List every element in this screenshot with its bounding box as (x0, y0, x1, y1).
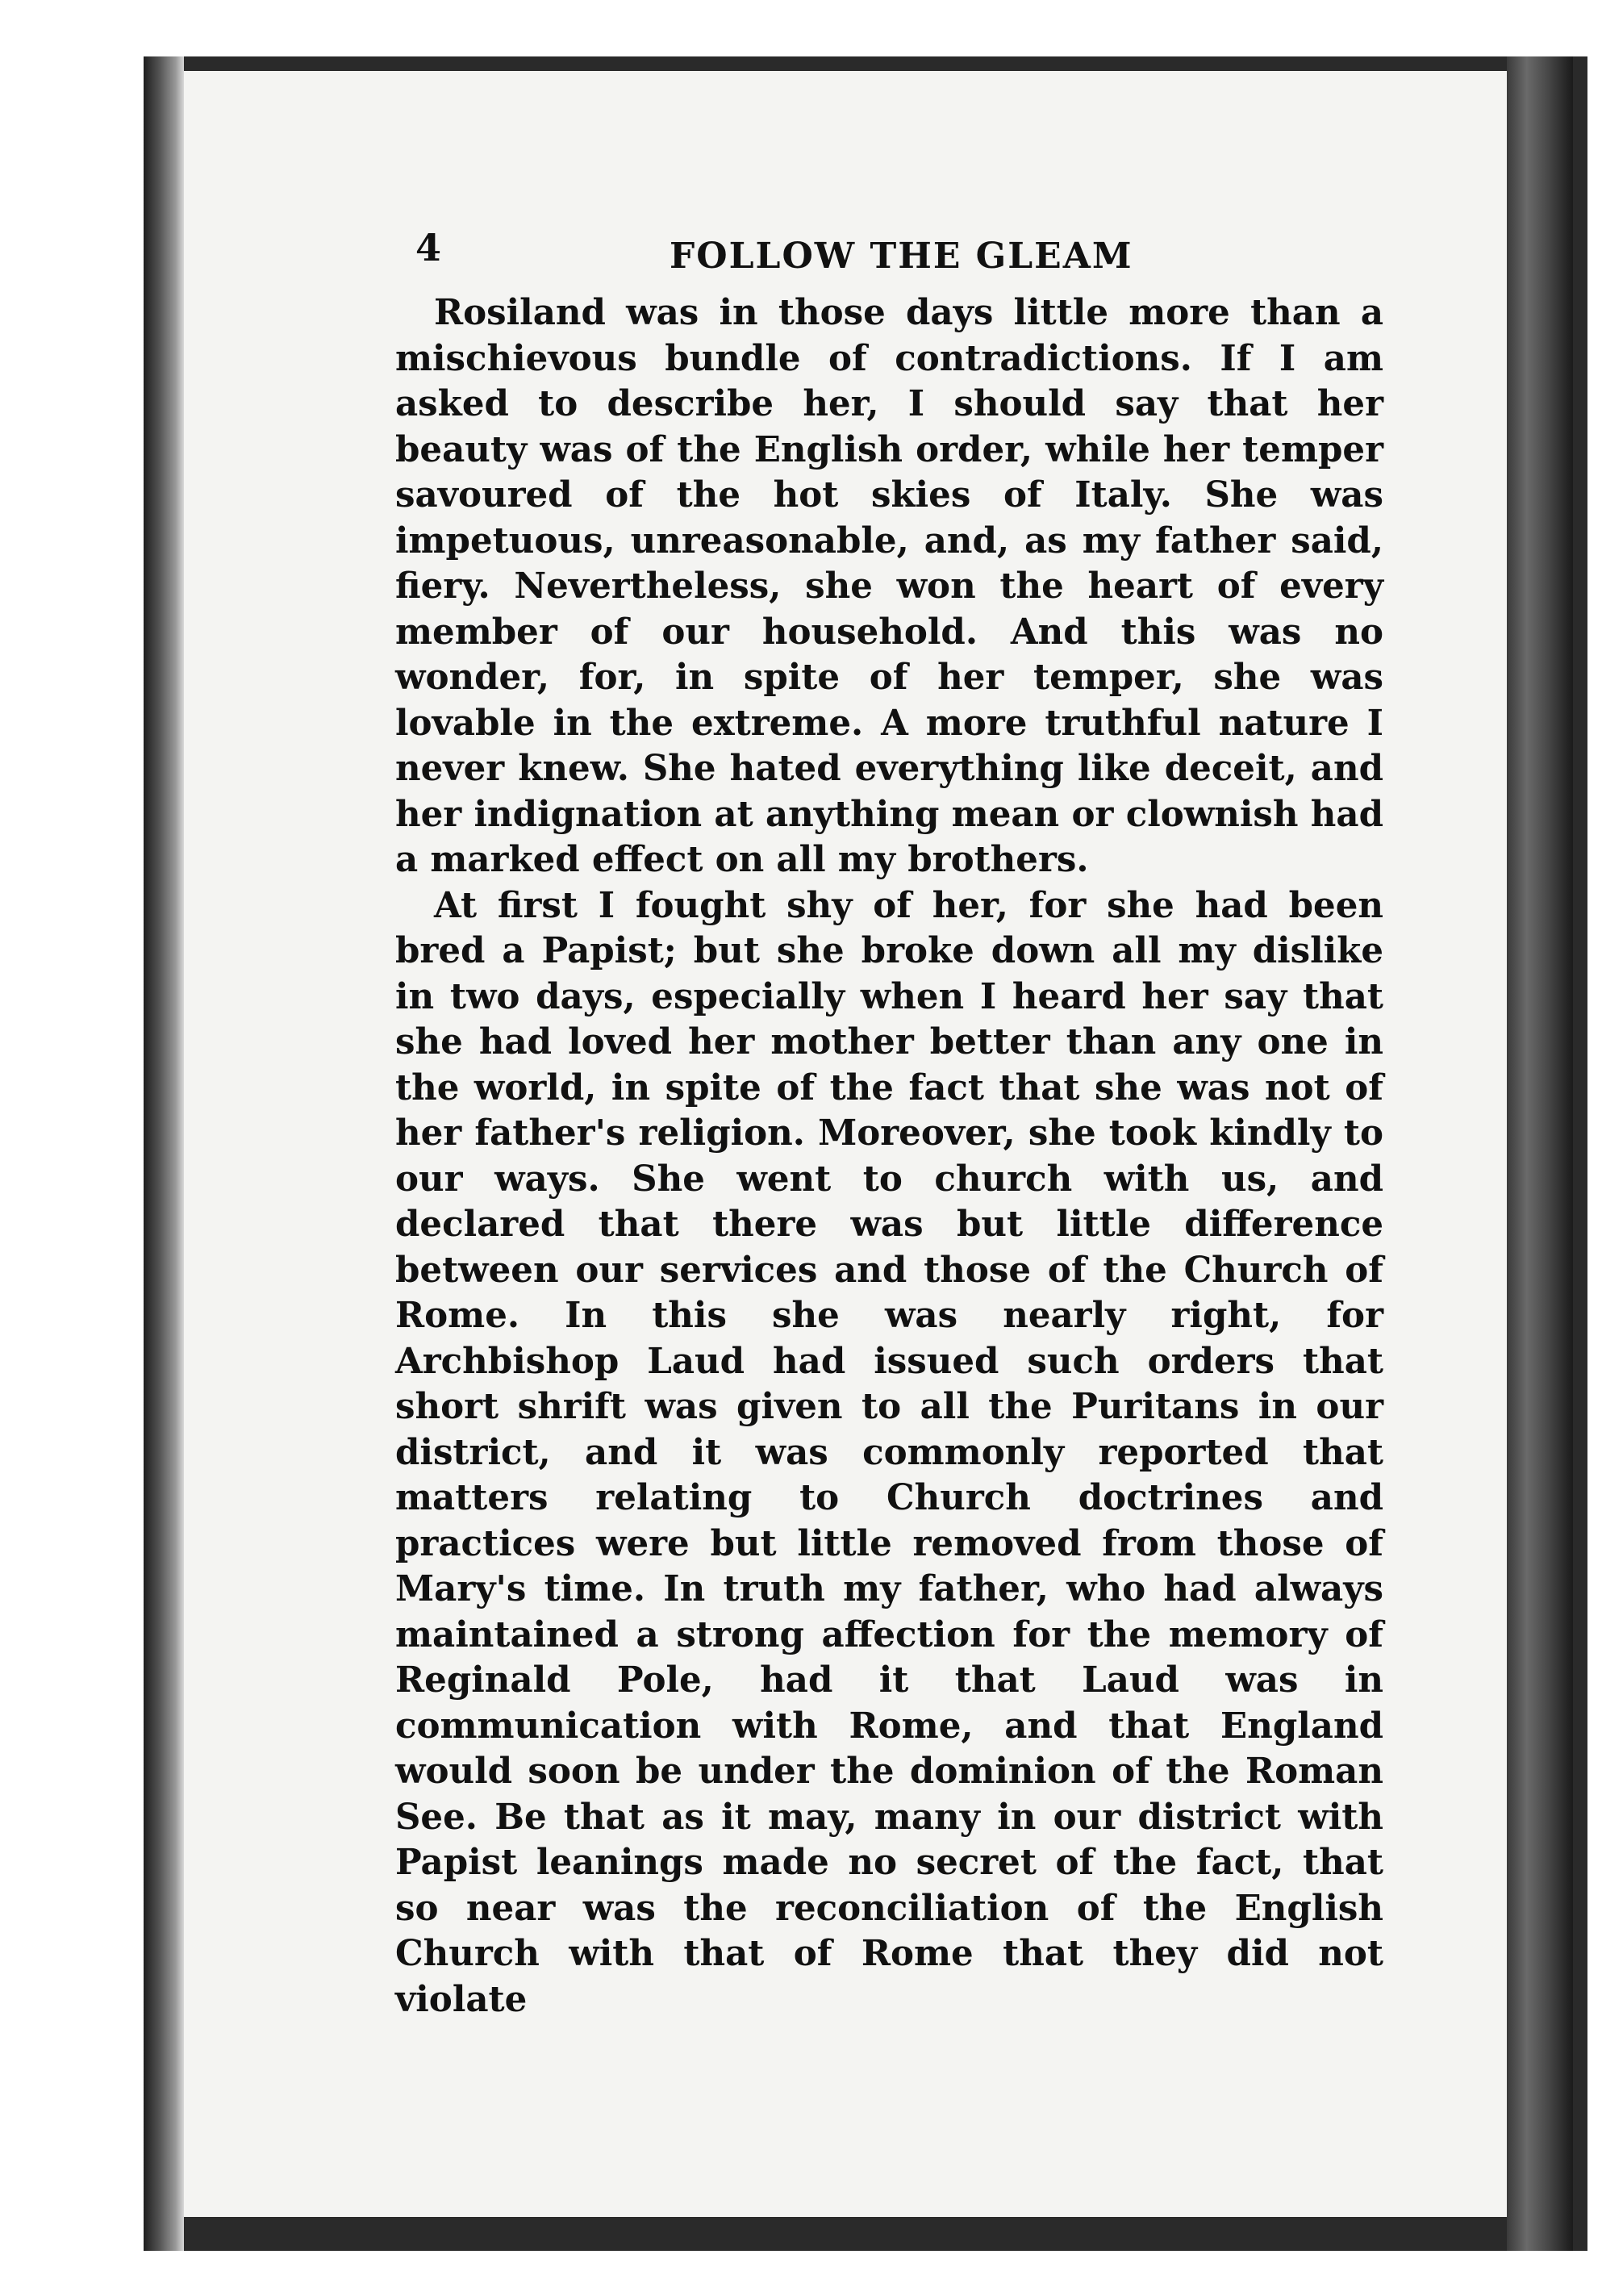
page-content (395, 226, 1383, 2023)
running-title: FOLLOW THE GLEAM (670, 236, 1133, 277)
running-head (395, 226, 1383, 290)
paragraph-1: Rosiland was in those days little more than a mischievous bundle of contradictions. If I am asked to describe her, I should say that her beauty was of the English order, while her temper savoured of the hot skies of Italy. She was impetuous, unreasonable, and, as my father said, fiery. Nevertheless, she won the heart of every member of our household. And this was no wonder, for, in spite of her temper, she was lovable in the extreme. A more truthful nature I never knew. She hated everything like deceit, and her indignation at anything mean or clownish had a marked effect on all my brothers. (395, 292, 1383, 880)
page-right-edge (1507, 56, 1573, 2251)
page-number: 4 (415, 226, 442, 269)
paragraph-2: At first I fought shy of her, for she had been bred a Papist; but she broke down all my dislike in two days, especially when I heard her say that she had loved her mother better than any one in the world, in spite of the fact that she was not of her father's religion. Moreover, she took kindly to our ways. She went to church with us, and declared that there was but little difference between our services and those of the Church of Rome. In this she was nearly right, for Archbishop Laud had issued such orders that short shrift was given to all the Puritans in our district, and it was commonly reported that matters relating to Church doctrines and practices were but little removed from those of Mary's time. In truth my father, who had always maintained a strong affection for the memory of Reginald Pole, had it that Laud was in communication with Rome, and that England would soon be under the dominion of the Roman See. Be that as it may, many in our district with Papist leanings made no secret of the fact, that so near was the reconciliation of the English Church with that of Rome that they did not violate (395, 884, 1383, 2020)
page-left-edge (144, 56, 184, 2251)
